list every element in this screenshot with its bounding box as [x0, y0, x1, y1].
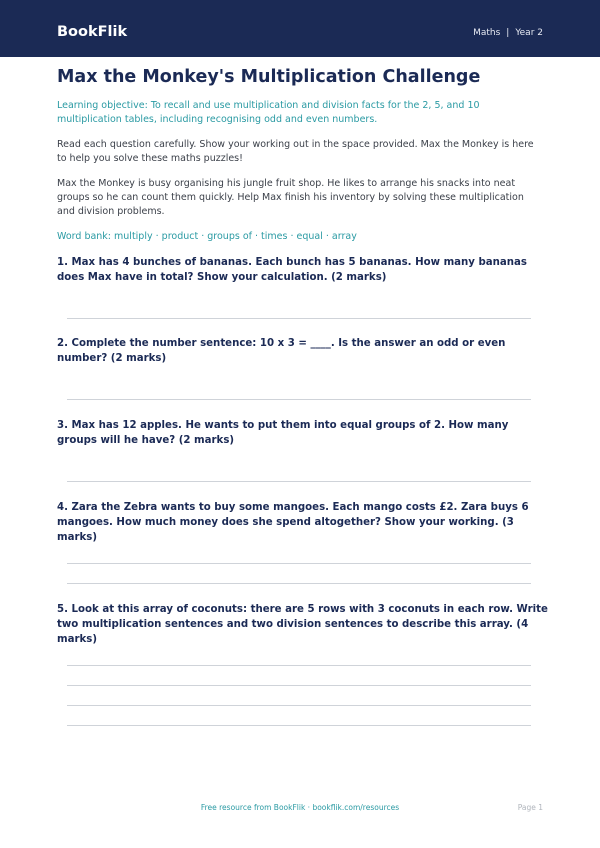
answer-line-q1[interactable] — [67, 318, 531, 319]
page-header — [0, 0, 600, 57]
story-text: Max the Monkey is busy organising his jungle fruit shop. He likes to arrange his snacks into neat groups so he can count them quickly. Help Max finish his inventory by solving these multiplication and division problems. — [57, 178, 524, 217]
subject-label: Maths — [473, 28, 501, 38]
answer-line-q5-d[interactable] — [67, 725, 531, 726]
header-meta — [473, 27, 543, 39]
answer-line-q5-b[interactable] — [67, 685, 531, 686]
meta-separator: | — [506, 28, 510, 38]
brand-logo-text: BookFlik — [57, 24, 128, 40]
question-1: 1. Max has 4 bunches of bananas. Each bunch has 5 bananas. How many bananas does Max have in total? Show your calculation. (2 marks) — [57, 257, 527, 283]
worksheet-title: Max the Monkey's Multiplication Challenge — [57, 67, 481, 87]
question-3: 3. Max has 12 apples. He wants to put them into equal groups of 2. How many groups will he have? (2 marks) — [57, 420, 509, 446]
answer-line-q4-b[interactable] — [67, 583, 531, 584]
footer-source-link[interactable]: Free resource from BookFlik · bookflik.com/resources — [200, 803, 400, 812]
answer-line-q5-c[interactable] — [67, 705, 531, 706]
instructions-text: Read each question carefully. Show your working out in the space provided. Max the Monkey is here to help you solve these maths puzzles! — [57, 139, 534, 164]
question-4: 4. Zara the Zebra wants to buy some mangoes. Each mango costs £2. Zara buys 6 mangoes. How much money does she spend altogether? Show your working. (3 marks) — [57, 502, 529, 543]
word-bank: Word bank: multiply · product · groups of · times · equal · array — [57, 231, 357, 242]
year-label: Year 2 — [515, 28, 543, 38]
answer-line-q5-a[interactable] — [67, 665, 531, 666]
learning-objective: Learning objective: To recall and use multiplication and division facts for the 2, 5, and 10 multiplication tables, including recognising odd and even numbers. — [57, 100, 480, 125]
question-2: 2. Complete the number sentence: 10 x 3 = ____. Is the answer an odd or even number? (2 marks) — [57, 338, 506, 364]
answer-line-q2[interactable] — [67, 399, 531, 400]
page-footer — [0, 802, 600, 816]
question-5: 5. Look at this array of coconuts: there are 5 rows with 3 coconuts in each row. Write two multiplication sentences and two division sentences to describe this array. (4 marks) — [57, 604, 548, 645]
page-number: Page 1 — [517, 803, 543, 812]
answer-line-q4-a[interactable] — [67, 563, 531, 564]
worksheet-intro — [57, 65, 543, 244]
answer-line-q3[interactable] — [67, 481, 531, 482]
